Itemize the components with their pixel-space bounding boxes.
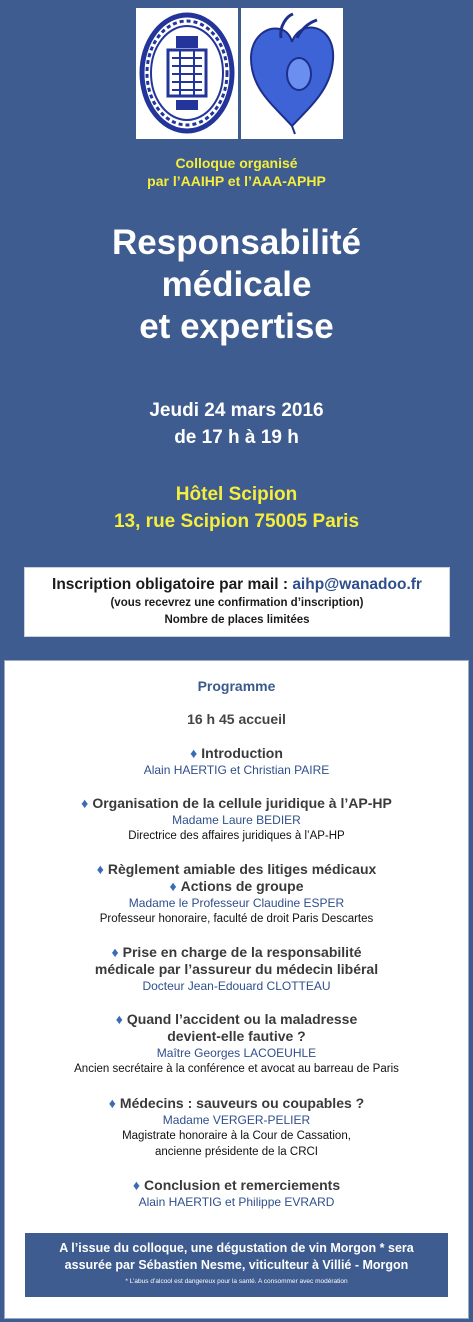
heart-icon [241, 8, 343, 139]
aaihp-seal-logo [136, 8, 238, 139]
programme-item-heading [5, 961, 468, 978]
programme-item-heading-text: Médecins : sauveurs ou coupables ? [119, 1095, 365, 1111]
diamond-bullet-icon: ♦ [115, 1011, 123, 1027]
programme-item-heading-text: Prise en charge de la responsabilité [122, 944, 362, 960]
programme-title: Programme [197, 678, 276, 694]
programme-item [5, 861, 468, 927]
programme-item [5, 1011, 468, 1077]
programme-item-heading-text: Organisation de la cellule juridique à l’AP-HP [92, 795, 392, 811]
inscription-email-link[interactable]: aihp@wanadoo.fr [292, 576, 422, 593]
programme-item [5, 1177, 468, 1210]
programme-item [5, 944, 468, 994]
programme-item-role: Directrice des affaires juridiques à l’AP-HP [128, 830, 345, 842]
place-line-1: Hôtel Scipion [175, 484, 298, 505]
programme-item-heading-text: Quand l’accident ou la maladresse [126, 1011, 358, 1027]
title-line-1: Responsabilité [112, 223, 361, 262]
programme-item-role: ancienne présidente de la CRCI [154, 1146, 319, 1158]
title-line-2: médicale [161, 265, 312, 304]
programme-item-speaker: Madame VERGER-PELIER [162, 1113, 311, 1127]
diamond-bullet-icon: ♦ [190, 745, 198, 761]
programme-item-heading [5, 1028, 468, 1045]
inscription-places: Nombre de places limitées [164, 614, 310, 626]
diamond-bullet-icon: ♦ [108, 1095, 116, 1111]
header-panel [0, 0, 473, 660]
programme-item-speaker: Docteur Jean-Edouard CLOTTEAU [142, 979, 331, 993]
programme-item-heading-text: médicale par l’assureur du médecin libéral [94, 961, 379, 977]
programme-item-role: Ancien secrétaire à la conférence et avocat au barreau de Paris [74, 1063, 399, 1075]
date-line-1: Jeudi 24 mars 2016 [149, 400, 324, 421]
inscription-label: Inscription obligatoire par mail : [52, 576, 293, 593]
programme-item-speaker: Madame Laure BEDIER [172, 813, 301, 827]
diamond-bullet-icon: ♦ [111, 944, 119, 960]
diamond-bullet-icon: ♦ [132, 1177, 141, 1193]
programme-panel [4, 660, 469, 1319]
date-line-2: de 17 h à 19 h [174, 427, 299, 448]
programme-item-heading [5, 944, 468, 961]
diamond-bullet-icon: ♦ [81, 795, 89, 811]
programme-item [5, 745, 468, 778]
programme-item-heading [5, 1177, 468, 1194]
wine-disclaimer: * L’abus d’alcool est dangereux pour la santé. A consommer avec modération [125, 1278, 348, 1285]
programme-item-heading-text: Introduction [201, 745, 283, 761]
wine-line-2: assurée par Sébastien Nesme, viticulteur à Villié - Morgon [64, 1258, 409, 1272]
programme-item-heading [5, 861, 468, 878]
programme-item-heading-text: Conclusion et remerciements [144, 1177, 341, 1193]
seal-icon [136, 8, 238, 139]
organise-line-1: Colloque organisé [175, 155, 298, 171]
diamond-bullet-icon: ♦ [169, 878, 177, 894]
programme-item-speaker: Madame le Professeur Claudine ESPER [128, 896, 345, 910]
programme-accueil: 16 h 45 accueil [187, 711, 286, 727]
event-place [0, 481, 473, 535]
programme-item-speaker: Alain HAERTIG et Philippe EVRARD [138, 1195, 335, 1209]
programme-item-heading-text: Actions de groupe [180, 878, 304, 894]
programme-item-heading [5, 745, 468, 762]
programme-item-heading [5, 1011, 468, 1028]
page-title [0, 222, 473, 348]
diamond-bullet-icon: ♦ [96, 861, 104, 877]
event-date [0, 397, 473, 451]
programme-item-speaker: Alain HAERTIG et Christian PAIRE [143, 763, 330, 777]
inscription-box [24, 567, 450, 637]
wine-line-1: A l’issue du colloque, une dégustation de vin Morgon * sera [59, 1241, 414, 1255]
programme-item [5, 795, 468, 844]
heart-logo [241, 8, 343, 139]
programme-item [5, 1095, 468, 1160]
inscription-note: (vous recevrez une confirmation d’inscription) [110, 597, 364, 609]
organise-text [0, 154, 473, 190]
place-line-2: 13, rue Scipion 75005 Paris [113, 511, 360, 532]
programme-item-speaker: Maître Georges LACOEUHLE [156, 1046, 317, 1060]
programme-item-heading [5, 878, 468, 895]
programme-item-role: Magistrate honoraire à la Cour de Cassation, [122, 1130, 351, 1142]
programme-item-role: Professeur honoraire, faculté de droit Paris Descartes [99, 913, 374, 925]
programme-item-heading-text: Règlement amiable des litiges médicaux [107, 861, 377, 877]
programme-item-heading [5, 795, 468, 812]
organise-line-2: par l’AAIHP et l’AAA-APHP [147, 173, 326, 189]
programme-item-heading-text: devient-elle fautive ? [167, 1028, 306, 1044]
programme-item-heading [5, 1095, 468, 1112]
title-line-3: et expertise [139, 307, 334, 346]
inscription-line [25, 576, 449, 594]
wine-tasting-banner [25, 1233, 448, 1297]
wine-text [25, 1240, 448, 1274]
